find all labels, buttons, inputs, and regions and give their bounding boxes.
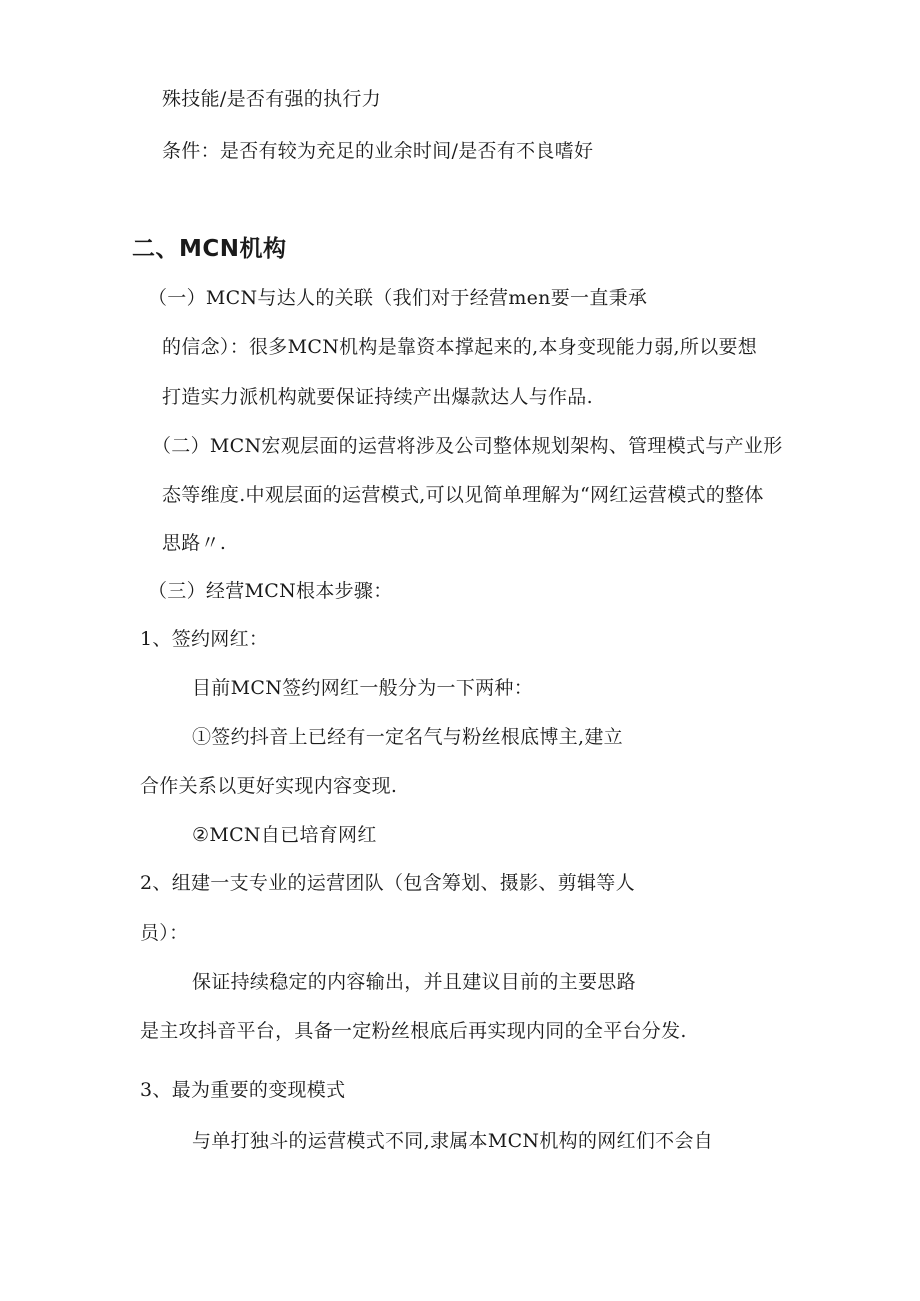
text-line: 3、最为重要的变现模式 [140, 1079, 346, 1101]
text-line: 保证持续稳定的内容输出，并且建议目前的主要思路 [192, 971, 636, 993]
text-line: 是主攻抖音平台，具备一定粉丝根底后再实现内同的全平台分发. [140, 1020, 687, 1042]
section-heading: 二、MCN机构 [132, 236, 287, 262]
text-line: 目前MCN签约网红一般分为一下两种： [192, 677, 534, 699]
text-line: 打造实力派机构就要保证持续产出爆款达人与作品. [162, 386, 593, 408]
text-line: 条件：是否有较为充足的业余时间/是否有不良嗜好 [162, 140, 594, 162]
text-line: 员）： [140, 922, 189, 944]
text-line: ①签约抖音上已经有一定名气与粉丝根底博主,建立 [192, 726, 623, 748]
text-line: 态等维度.中观层面的运营模式,可以见简单理解为“网红运营模式的整体 [162, 484, 764, 506]
text-line: （二）MCN宏观层面的运营将涉及公司整体规划架构、管理模式与产业形 [152, 435, 783, 457]
text-line: （一）MCN与达人的关联（我们对于经营men要一直秉承 [148, 287, 648, 309]
text-line: 合作关系以更好实现内容变现. [140, 775, 398, 797]
text-line: （三）经营MCN根本步骤： [148, 580, 393, 602]
text-line: 殊技能/是否有强的执行力 [162, 88, 382, 110]
text-line: 与单打独斗的运营模式不同,隶属本MCN机构的网红们不会自 [192, 1130, 714, 1152]
text-line: 的信念）：很多MCN机构是靠资本撑起来的,本身变现能力弱,所以要想 [162, 336, 758, 358]
text-line: 1、签约网红： [140, 628, 269, 650]
text-line: 2、组建一支专业的运营团队（包含筹划、摄影、剪辑等人 [140, 872, 635, 894]
text-line: ②MCN自已培育网红 [192, 824, 377, 846]
text-line: 思路〃. [162, 532, 227, 554]
